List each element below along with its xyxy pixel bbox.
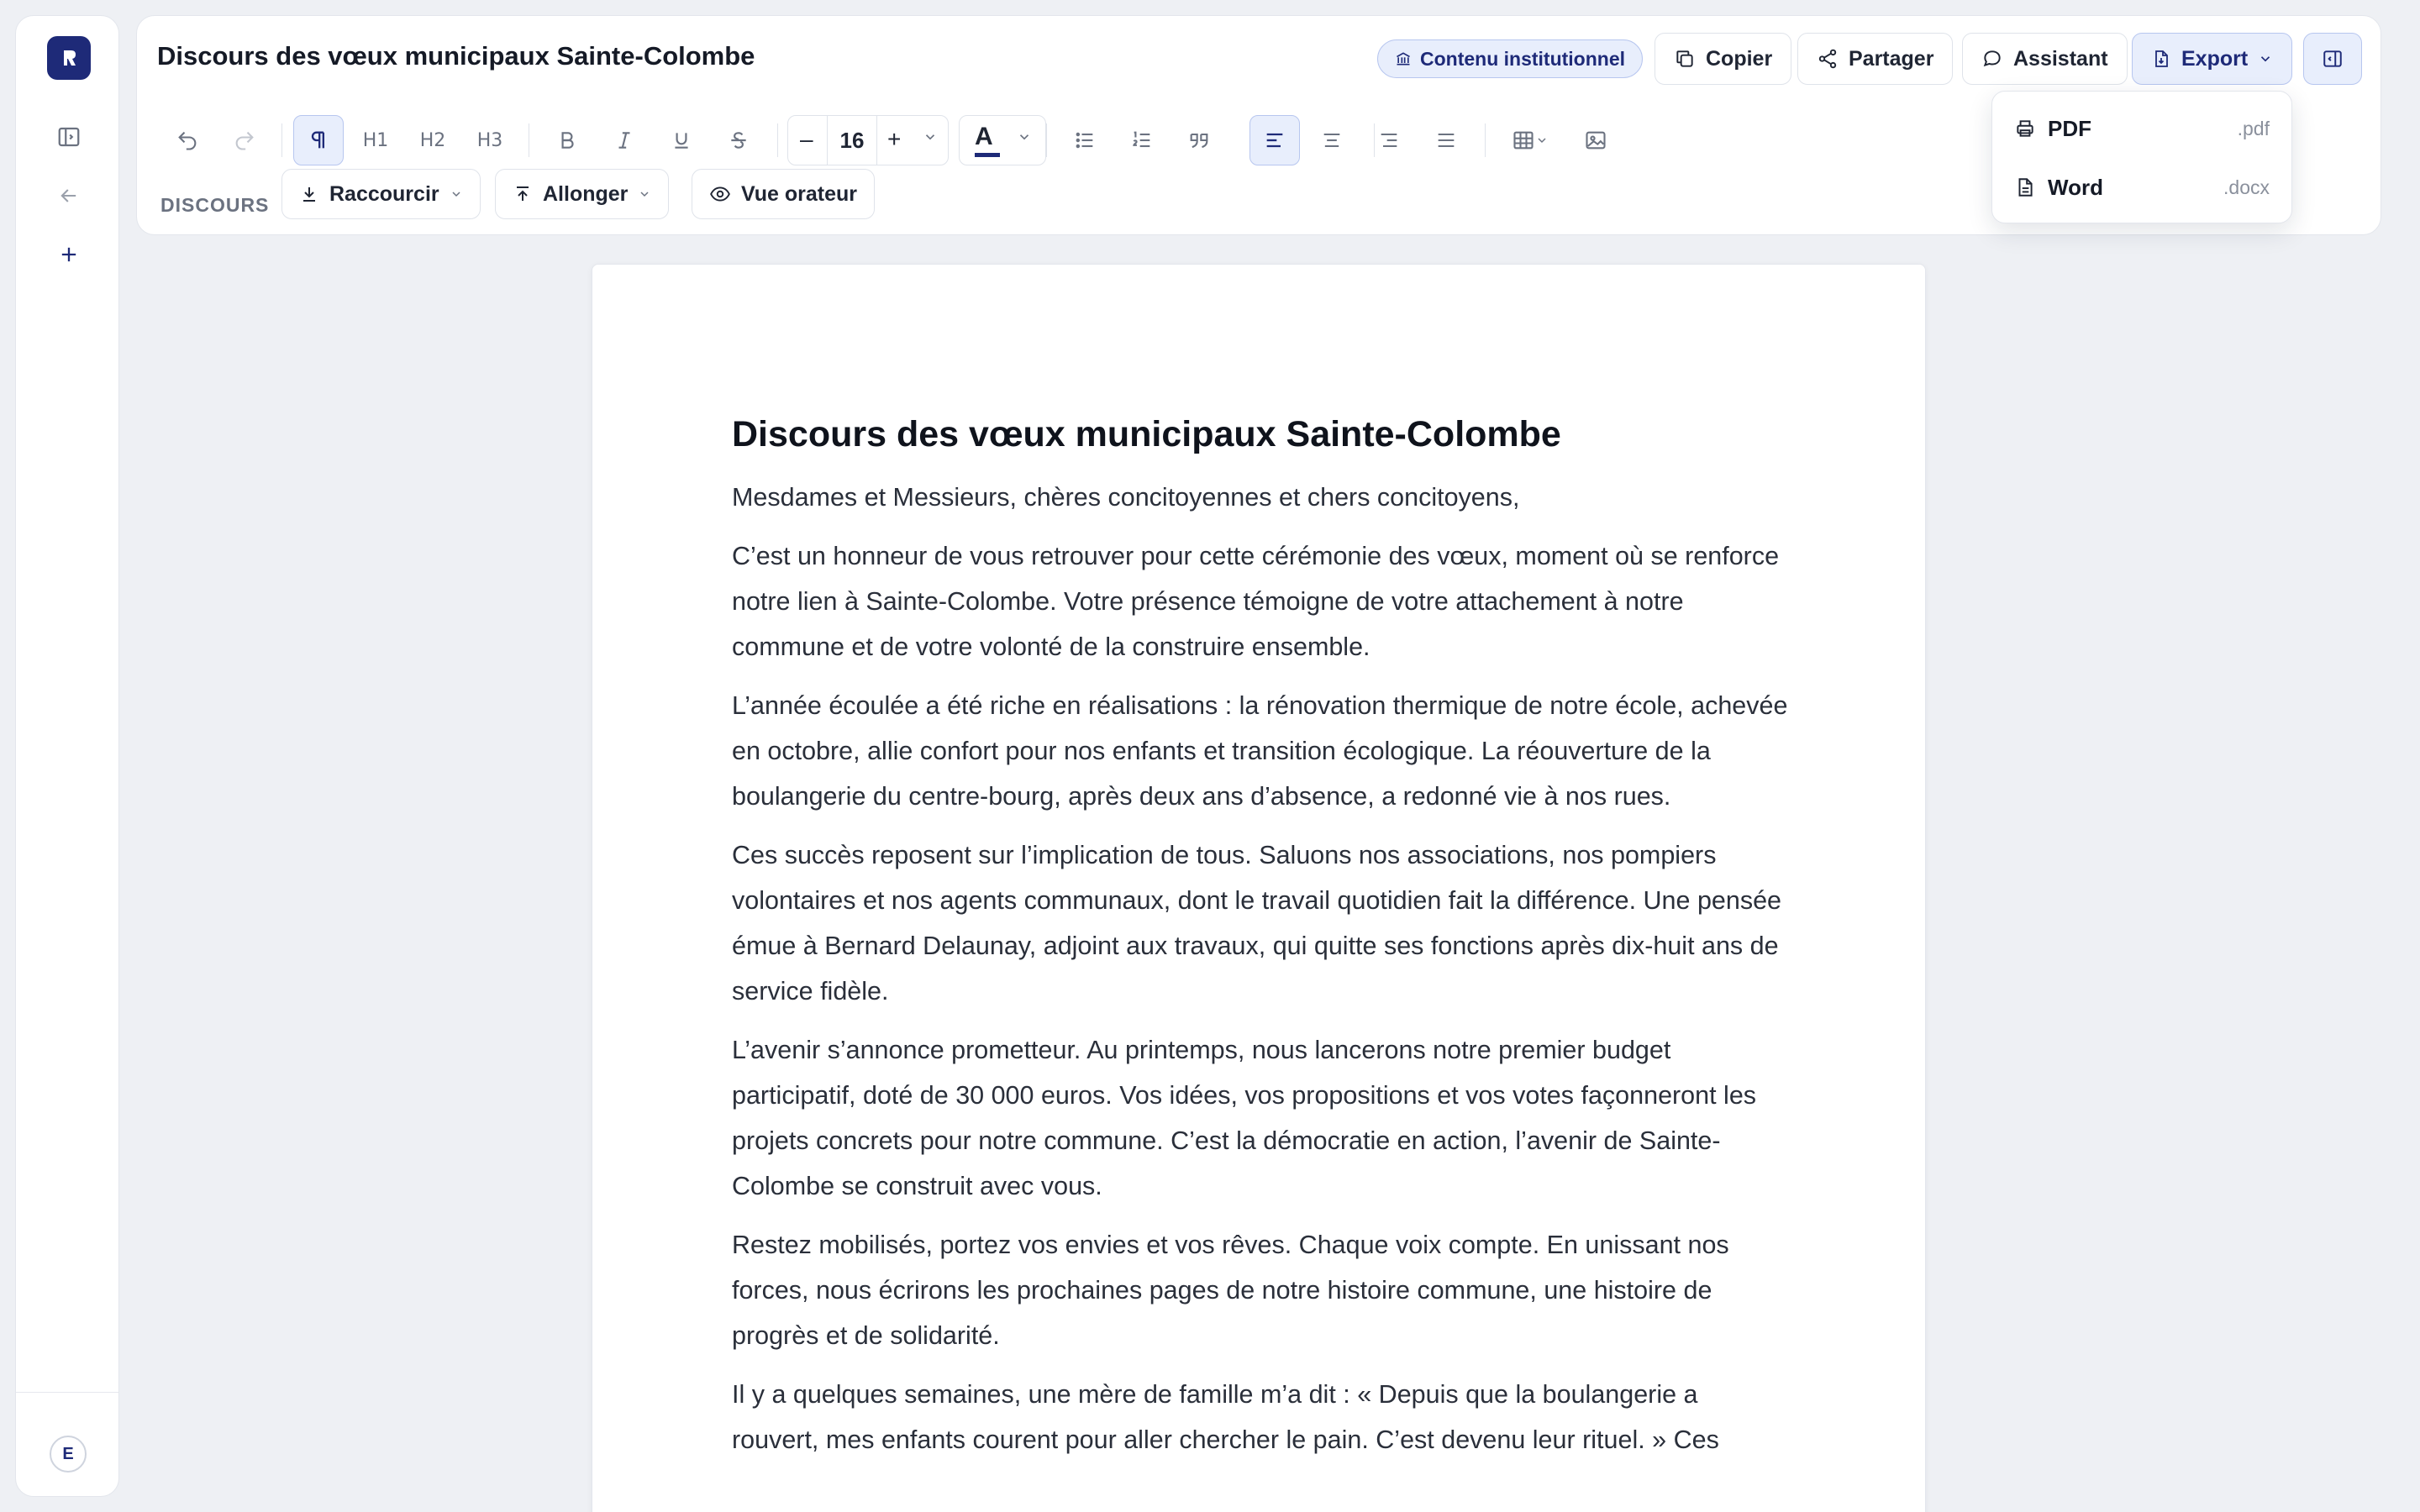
toolbar-separator: [777, 123, 778, 157]
copy-button[interactable]: [1655, 33, 1791, 85]
toggle-sidebar-button[interactable]: [47, 115, 91, 159]
rail-divider: [16, 1392, 118, 1393]
download-arrow-icon: [299, 184, 319, 204]
export-pdf-label: PDF: [2048, 115, 2091, 141]
text-color-dropdown[interactable]: [1017, 129, 1032, 149]
user-avatar[interactable]: E: [50, 1436, 87, 1473]
left-rail: [15, 15, 119, 1497]
numbered-list-button[interactable]: [1117, 115, 1167, 165]
strikethrough-icon: [728, 129, 750, 151]
paragraph[interactable]: L’année écoulée a été riche en réalisations : la rénovation thermique de notre école, achevée en octobre, allie confort pour nos enfants et transition écologique. La réouverture de la boulangerie du centre-bourg, après deux ans d’absence, a redonné vie à nos rues.: [732, 691, 1788, 811]
align-left-icon: [1263, 129, 1286, 152]
logo-icon: [58, 47, 80, 69]
chevron-down-icon: [2258, 51, 2273, 66]
app-logo[interactable]: [47, 36, 91, 80]
align-justify-button[interactable]: [1421, 115, 1471, 165]
document-icon: [2014, 176, 2036, 198]
chevron-down-icon: [1535, 134, 1549, 147]
text-color-swatch: [975, 153, 1000, 157]
bullet-list-button[interactable]: [1060, 115, 1110, 165]
file-export-icon: [2151, 49, 2171, 69]
heading-1-label: H1: [362, 129, 389, 151]
export-pdf-item[interactable]: [2002, 102, 2281, 155]
heading-1-button[interactable]: [350, 115, 401, 165]
quote-icon: [1187, 129, 1211, 152]
paragraph-button[interactable]: [293, 115, 344, 165]
export-label: Export: [2181, 46, 2249, 71]
font-size-value[interactable]: 16: [827, 116, 877, 165]
italic-icon: [613, 129, 635, 151]
assistant-label: Assistant: [2013, 46, 2108, 71]
underline-icon: [671, 129, 692, 151]
arrow-left-icon: [57, 184, 81, 207]
export-word-ext: .docx: [2223, 176, 2270, 198]
printer-icon: [2014, 118, 2036, 139]
export-word-label: Word: [2048, 174, 2103, 200]
sidebar-icon: [56, 124, 82, 150]
image-icon: [1584, 129, 1607, 152]
document-content[interactable]: [732, 411, 1791, 1476]
share-icon: [1817, 48, 1839, 70]
underline-button[interactable]: [656, 115, 707, 165]
strikethrough-button[interactable]: [713, 115, 764, 165]
export-menu: [1991, 91, 2292, 223]
text-color-icon: A: [975, 123, 993, 150]
redo-button[interactable]: [219, 115, 270, 165]
institution-icon: [1395, 50, 1412, 67]
align-center-button[interactable]: [1307, 115, 1357, 165]
numbered-list-icon: [1130, 129, 1154, 152]
document-heading[interactable]: Discours des vœux municipaux Sainte-Colombe: [732, 414, 1561, 454]
export-word-item[interactable]: [2002, 160, 2281, 214]
redo-icon: [233, 129, 256, 152]
toggle-panel-button[interactable]: [2303, 33, 2362, 85]
share-button[interactable]: [1797, 33, 1953, 85]
heading-3-button[interactable]: [465, 115, 515, 165]
quote-button[interactable]: [1174, 115, 1224, 165]
font-size-stepper[interactable]: [787, 115, 949, 165]
insert-image-button[interactable]: [1570, 115, 1621, 165]
chevron-down-icon: [638, 187, 651, 201]
share-label: Partager: [1849, 46, 1934, 71]
eye-icon: [709, 183, 731, 205]
heading-3-label: H3: [476, 129, 503, 151]
heading-2-label: H2: [419, 129, 446, 151]
new-document-button[interactable]: [47, 233, 91, 276]
shorten-label: Raccourcir: [329, 181, 439, 206]
export-pdf-ext: .pdf: [2237, 117, 2270, 139]
paragraph[interactable]: Ces succès reposent sur l’implication de tous. Saluons nos associations, nos pompiers volontaires et nos agents communaux, dont le travail quotidien fait la différence. Une pensée émue à Bernard Delaunay, adjoint aux travaux, qui quitte ses fonctions après dix-huit ans de service fidèle.: [732, 841, 1782, 1005]
table-icon: [1512, 129, 1535, 152]
speaker-view-button[interactable]: [692, 169, 875, 219]
chat-bubble-icon: [1981, 48, 2003, 70]
copy-icon: [1674, 48, 1696, 70]
speaker-view-label: Vue orateur: [741, 181, 858, 206]
text-color-picker[interactable]: [959, 115, 1046, 165]
paragraph[interactable]: C’est un honneur de vous retrouver pour cette cérémonie des vœux, moment où se renforce notre lien à Sainte-Colombe. Votre présence témoigne de votre attachement à notre commune et de votre volonté de la construire ensemble.: [732, 542, 1780, 661]
side-panel-icon: [2322, 48, 2344, 70]
upload-arrow-icon: [513, 184, 533, 204]
font-size-dropdown[interactable]: [923, 129, 938, 149]
copy-label: Copier: [1706, 46, 1773, 71]
shorten-button[interactable]: [281, 169, 481, 219]
plus-icon: [57, 243, 81, 266]
paragraph[interactable]: Restez mobilisés, portez vos envies et vos rêves. Chaque voix compte. En unissant nos forces, nous écrirons les prochaines pages de notre histoire commune, une histoire de progrès et de solidarité.: [732, 1231, 1729, 1350]
decrease-font-button[interactable]: –: [800, 126, 813, 152]
insert-table-button[interactable]: [1497, 115, 1564, 165]
toolbar-separator: [1485, 123, 1486, 157]
assistant-button[interactable]: [1962, 33, 2128, 85]
section-label: DISCOURS: [160, 194, 270, 216]
align-right-icon: [1377, 129, 1401, 152]
lengthen-button[interactable]: [495, 169, 669, 219]
increase-font-button[interactable]: +: [887, 126, 902, 152]
back-button[interactable]: [47, 174, 91, 218]
content-type-badge[interactable]: [1377, 39, 1643, 78]
toolbar-separator: [1046, 123, 1047, 157]
chevron-down-icon: [1017, 129, 1032, 144]
align-justify-icon: [1434, 129, 1458, 152]
bold-icon: [556, 129, 578, 151]
align-center-icon: [1320, 129, 1344, 152]
bold-button[interactable]: [542, 115, 592, 165]
document-page: [592, 264, 1926, 1512]
align-left-button[interactable]: [1249, 115, 1300, 165]
chevron-down-icon: [450, 187, 463, 201]
pilcrow-icon: [307, 129, 330, 152]
toolbar-separator: [281, 123, 282, 157]
heading-2-button[interactable]: [408, 115, 458, 165]
italic-button[interactable]: [599, 115, 650, 165]
paragraph[interactable]: L’avenir s’annonce prometteur. Au printemps, nous lancerons notre premier budget participatif, doté de 30 000 euros. Vos idées, vos propositions et vos votes façonneront les projets concrets pour notre commune. C’est la démocratie en action, l’avenir de Sainte-Colombe se construit avec vous.: [732, 1036, 1757, 1200]
paragraph[interactable]: Mesdames et Messieurs, chères concitoyennes et chers concitoyens,: [732, 483, 1520, 512]
document-title[interactable]: Discours des vœux municipaux Sainte-Colombe: [157, 41, 755, 71]
badge-label: Contenu institutionnel: [1420, 47, 1626, 70]
export-button[interactable]: [2132, 33, 2292, 85]
undo-icon: [176, 129, 199, 152]
undo-button[interactable]: [162, 115, 213, 165]
paragraph[interactable]: Il y a quelques semaines, une mère de famille m’a dit : « Depuis que la boulangerie a rouvert, mes enfants courent pour aller chercher le pain. C’est devenu leur rituel. » Ces: [732, 1380, 1719, 1454]
lengthen-label: Allonger: [543, 181, 629, 206]
align-right-button[interactable]: [1364, 115, 1414, 165]
chevron-down-icon: [923, 129, 938, 144]
bullet-list-icon: [1073, 129, 1097, 152]
